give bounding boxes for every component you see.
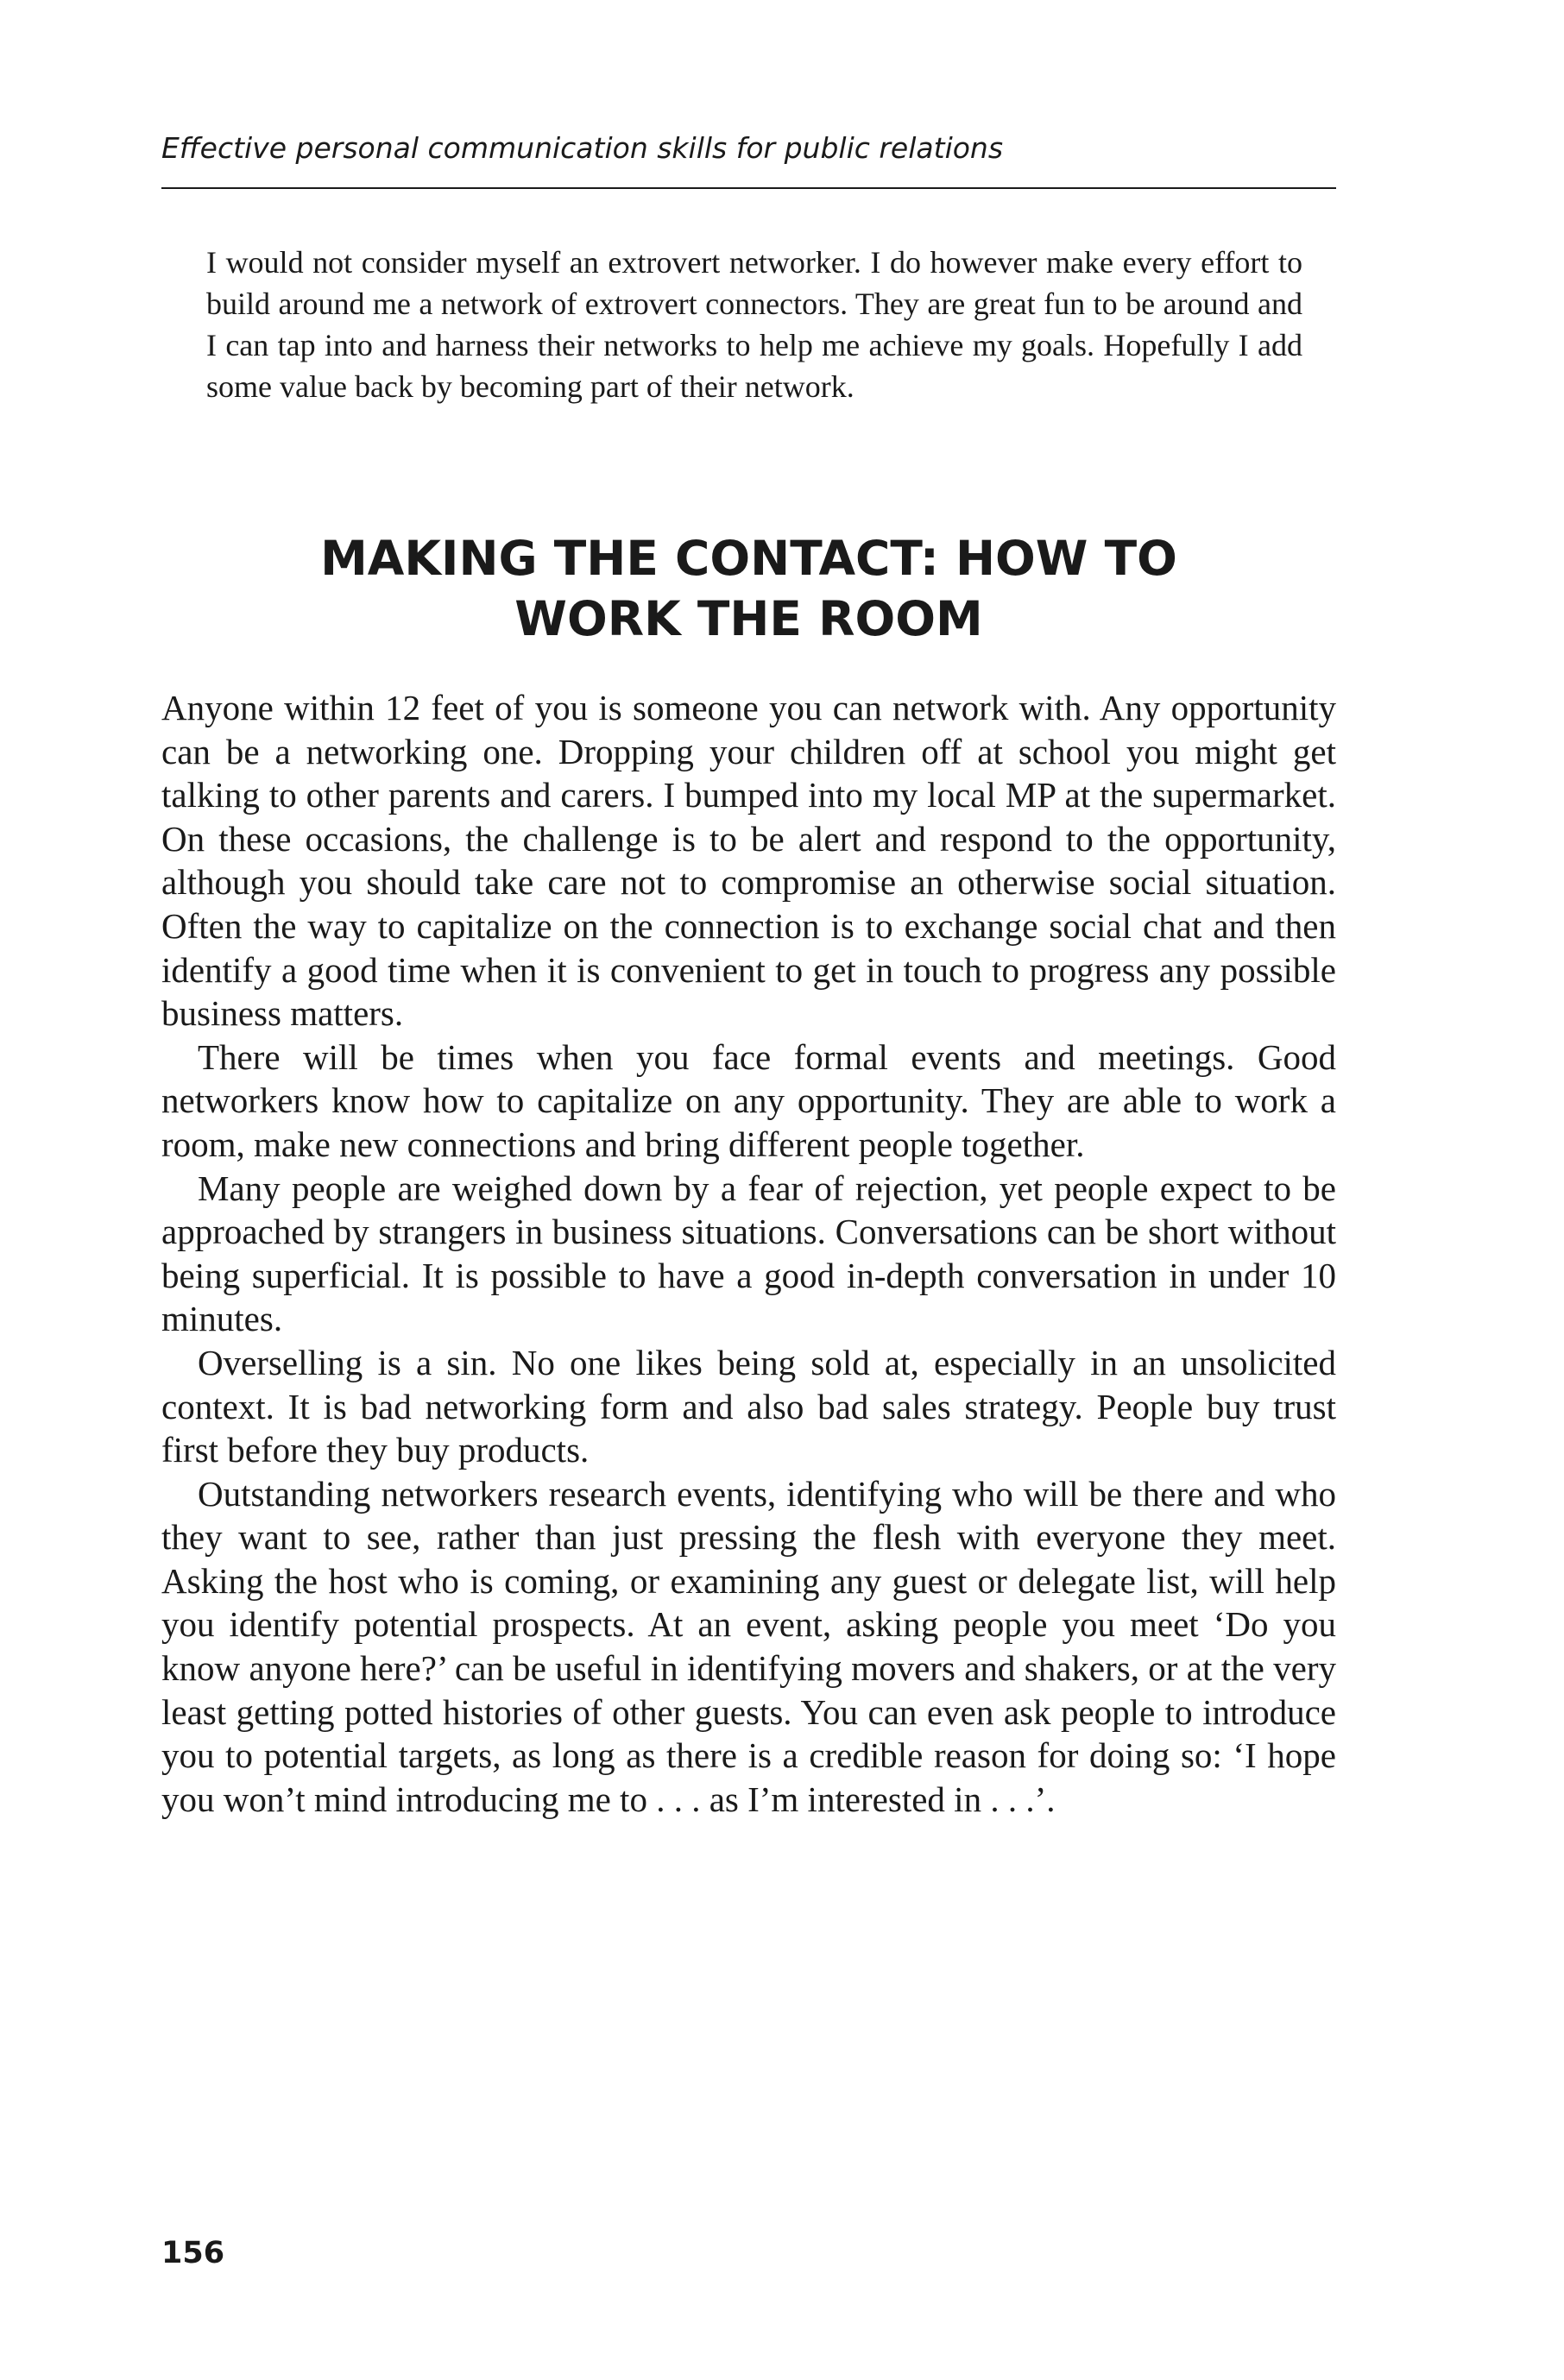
paragraph-5: Outstanding networkers research events, identifying who will be there and who they want to see, rather than just pressing the flesh with everyone they meet. Asking the host who is coming, or examining any guest or delegate list, will help you identify potential prospects. At an event, asking people you meet ‘Do you know anyone here?’ can be useful in identifying movers and shakers, or at the very least getting potted histories of other guests. You can even ask people to introduce you to potential targets, as long as there is a credible reason for doing so: ‘I hope you won’t mind introducing me to . . . as I’m interested in . . .’. [161,1473,1336,1819]
paragraph-1: Anyone within 12 feet of you is someone you can network with. Any opportunity can be a networking one. Dropping your children off at school you might get talking to other parents and carers. I bumped into my local MP at the supermarket. On these occasions, the challenge is to be alert and respond to the opportunity, although you should take care not to compromise an otherwise social situation. Often the way to capitalize on the connection is to exchange social chat and then identify a good time when it is convenient to get in touch to progress any possible business matters. [161,688,1336,1034]
body-text [161,686,1336,1821]
header-rule [161,187,1336,189]
running-head: Effective personal communication skills for public relations [161,131,1004,165]
paragraph-2: There will be times when you face formal events and meetings. Good networkers know how to capitalize on any opportunity. They are able to work a room, make new connections and bring different people together. [161,1036,1336,1164]
indented-quote: I would not consider myself an extrovert networker. I do however make every effort to build around me a network of extrovert connectors. They are great fun to be around and I can tap into and harness their networks to help me achieve my goals. Hopefully I add some value back by becoming part of their network. [206,245,1302,404]
section-title [161,528,1336,649]
paragraph-4: Overselling is a sin. No one likes being sold at, especially in an unsolicited context. It is bad networking form and also bad sales strategy. People buy trust first before they buy products. [161,1342,1336,1470]
paragraph-3: Many people are weighed down by a fear of rejection, yet people expect to be approached by strangers in business situations. Conversations can be short without being superficial. It is possible to have a good in-depth conversation in under 10 minutes. [161,1168,1336,1339]
section-title-line-2: WORK THE ROOM [514,591,983,646]
page-number: 156 [161,2236,225,2270]
section-title-line-1: MAKING THE CONTACT: HOW TO [320,531,1177,586]
